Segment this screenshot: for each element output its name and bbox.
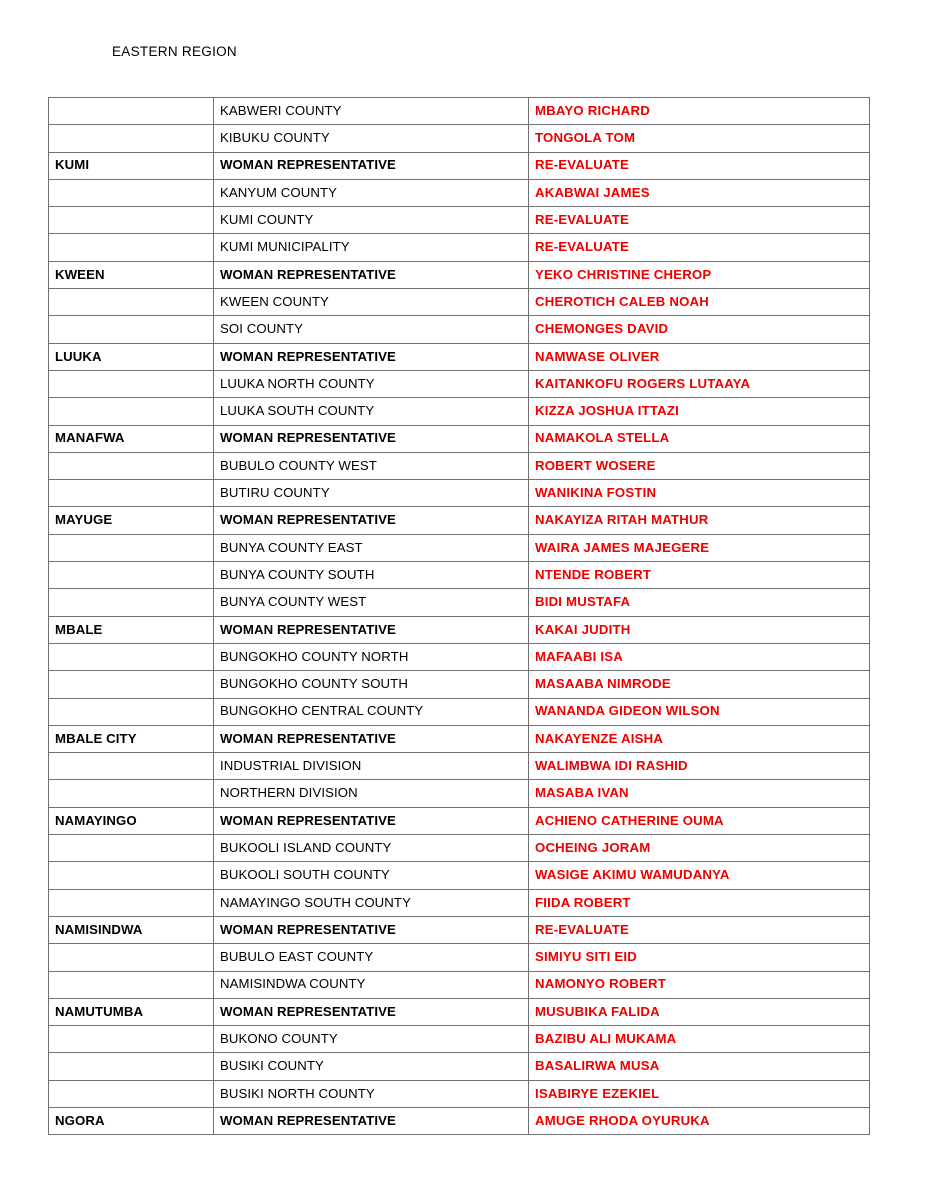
- table-row: [49, 780, 870, 807]
- constituency-cell: WOMAN REPRESENTATIVE: [214, 616, 529, 643]
- candidate-cell: MBAYO RICHARD: [529, 98, 870, 125]
- district-cell: [49, 698, 214, 725]
- constituency-cell: KIBUKU COUNTY: [214, 125, 529, 152]
- district-cell: [49, 753, 214, 780]
- table-row: [49, 261, 870, 288]
- table-row: [49, 671, 870, 698]
- candidate-cell: CHEROTICH CALEB NOAH: [529, 289, 870, 316]
- candidate-cell: AMUGE RHODA OYURUKA: [529, 1107, 870, 1134]
- candidate-cell: ROBERT WOSERE: [529, 452, 870, 479]
- table-row: [49, 698, 870, 725]
- candidate-cell: WANANDA GIDEON WILSON: [529, 698, 870, 725]
- table-row: [49, 343, 870, 370]
- constituency-cell: BUKOOLI ISLAND COUNTY: [214, 835, 529, 862]
- table-row: [49, 152, 870, 179]
- district-cell: NAMISINDWA: [49, 916, 214, 943]
- candidate-cell: NAMAKOLA STELLA: [529, 425, 870, 452]
- constituency-cell: KUMI COUNTY: [214, 207, 529, 234]
- table-row: [49, 1080, 870, 1107]
- district-cell: [49, 289, 214, 316]
- constituency-cell: BUTIRU COUNTY: [214, 480, 529, 507]
- constituency-cell: BUNGOKHO COUNTY SOUTH: [214, 671, 529, 698]
- district-cell: KUMI: [49, 152, 214, 179]
- table-row: [49, 452, 870, 479]
- table-row: [49, 835, 870, 862]
- table-row: [49, 534, 870, 561]
- table-row: [49, 507, 870, 534]
- district-cell: [49, 398, 214, 425]
- candidate-cell: FIIDA ROBERT: [529, 889, 870, 916]
- district-cell: [49, 862, 214, 889]
- district-cell: [49, 179, 214, 206]
- constituency-cell: LUUKA NORTH COUNTY: [214, 370, 529, 397]
- candidate-cell: MUSUBIKA FALIDA: [529, 998, 870, 1025]
- constituency-cell: WOMAN REPRESENTATIVE: [214, 916, 529, 943]
- constituency-cell: BUSIKI NORTH COUNTY: [214, 1080, 529, 1107]
- table-row: [49, 589, 870, 616]
- table-row: [49, 1026, 870, 1053]
- table-body: [49, 98, 870, 1135]
- table-row: [49, 753, 870, 780]
- table-row: [49, 289, 870, 316]
- constituency-cell: WOMAN REPRESENTATIVE: [214, 1107, 529, 1134]
- table-row: [49, 1107, 870, 1134]
- constituency-cell: WOMAN REPRESENTATIVE: [214, 725, 529, 752]
- district-cell: [49, 125, 214, 152]
- candidate-cell: SIMIYU SITI EID: [529, 944, 870, 971]
- candidate-cell: NTENDE ROBERT: [529, 562, 870, 589]
- table-row: [49, 480, 870, 507]
- candidate-cell: OCHEING JORAM: [529, 835, 870, 862]
- constituency-cell: BUKOOLI SOUTH COUNTY: [214, 862, 529, 889]
- table-row: [49, 1053, 870, 1080]
- district-cell: [49, 1026, 214, 1053]
- table-row: [49, 998, 870, 1025]
- district-cell: KWEEN: [49, 261, 214, 288]
- constituency-cell: WOMAN REPRESENTATIVE: [214, 343, 529, 370]
- constituency-cell: WOMAN REPRESENTATIVE: [214, 507, 529, 534]
- candidate-cell: KIZZA JOSHUA ITTAZI: [529, 398, 870, 425]
- candidate-cell: AKABWAI JAMES: [529, 179, 870, 206]
- constituency-cell: BUBULO COUNTY WEST: [214, 452, 529, 479]
- district-cell: [49, 207, 214, 234]
- candidate-cell: CHEMONGES DAVID: [529, 316, 870, 343]
- constituency-cell: SOI COUNTY: [214, 316, 529, 343]
- table-row: [49, 643, 870, 670]
- district-cell: [49, 98, 214, 125]
- table-row: [49, 207, 870, 234]
- candidates-table-container: [48, 97, 869, 1135]
- table-row: [49, 971, 870, 998]
- candidate-cell: RE-EVALUATE: [529, 234, 870, 261]
- district-cell: NGORA: [49, 1107, 214, 1134]
- table-row: [49, 98, 870, 125]
- candidate-cell: BASALIRWA MUSA: [529, 1053, 870, 1080]
- constituency-cell: WOMAN REPRESENTATIVE: [214, 261, 529, 288]
- constituency-cell: BUSIKI COUNTY: [214, 1053, 529, 1080]
- candidate-cell: TONGOLA TOM: [529, 125, 870, 152]
- candidate-cell: ISABIRYE EZEKIEL: [529, 1080, 870, 1107]
- district-cell: LUUKA: [49, 343, 214, 370]
- district-cell: MBALE CITY: [49, 725, 214, 752]
- district-cell: MBALE: [49, 616, 214, 643]
- table-row: [49, 370, 870, 397]
- district-cell: [49, 643, 214, 670]
- candidates-table: [48, 97, 870, 1135]
- candidate-cell: KAITANKOFU ROGERS LUTAAYA: [529, 370, 870, 397]
- constituency-cell: BUKONO COUNTY: [214, 1026, 529, 1053]
- table-row: [49, 807, 870, 834]
- district-cell: [49, 971, 214, 998]
- district-cell: NAMAYINGO: [49, 807, 214, 834]
- district-cell: [49, 1053, 214, 1080]
- candidate-cell: NAKAYENZE AISHA: [529, 725, 870, 752]
- constituency-cell: INDUSTRIAL DIVISION: [214, 753, 529, 780]
- candidate-cell: NAKAYIZA RITAH MATHUR: [529, 507, 870, 534]
- candidate-cell: YEKO CHRISTINE CHEROP: [529, 261, 870, 288]
- constituency-cell: WOMAN REPRESENTATIVE: [214, 998, 529, 1025]
- constituency-cell: NAMISINDWA COUNTY: [214, 971, 529, 998]
- district-cell: [49, 316, 214, 343]
- table-row: [49, 944, 870, 971]
- table-row: [49, 862, 870, 889]
- constituency-cell: NORTHERN DIVISION: [214, 780, 529, 807]
- constituency-cell: KUMI MUNICIPALITY: [214, 234, 529, 261]
- constituency-cell: BUNGOKHO COUNTY NORTH: [214, 643, 529, 670]
- constituency-cell: BUNYA COUNTY SOUTH: [214, 562, 529, 589]
- constituency-cell: BUNYA COUNTY WEST: [214, 589, 529, 616]
- candidate-cell: MASAABA NIMRODE: [529, 671, 870, 698]
- constituency-cell: NAMAYINGO SOUTH COUNTY: [214, 889, 529, 916]
- candidate-cell: WANIKINA FOSTIN: [529, 480, 870, 507]
- table-row: [49, 889, 870, 916]
- district-cell: [49, 889, 214, 916]
- district-cell: [49, 534, 214, 561]
- candidate-cell: NAMONYO ROBERT: [529, 971, 870, 998]
- constituency-cell: WOMAN REPRESENTATIVE: [214, 425, 529, 452]
- district-cell: [49, 480, 214, 507]
- candidate-cell: NAMWASE OLIVER: [529, 343, 870, 370]
- district-cell: [49, 1080, 214, 1107]
- district-cell: [49, 452, 214, 479]
- candidate-cell: BIDI MUSTAFA: [529, 589, 870, 616]
- constituency-cell: WOMAN REPRESENTATIVE: [214, 152, 529, 179]
- candidate-cell: WASIGE AKIMU WAMUDANYA: [529, 862, 870, 889]
- district-cell: [49, 671, 214, 698]
- district-cell: [49, 370, 214, 397]
- candidate-cell: MASABA IVAN: [529, 780, 870, 807]
- candidate-cell: RE-EVALUATE: [529, 916, 870, 943]
- district-cell: [49, 944, 214, 971]
- district-cell: MAYUGE: [49, 507, 214, 534]
- constituency-cell: WOMAN REPRESENTATIVE: [214, 807, 529, 834]
- candidate-cell: WAIRA JAMES MAJEGERE: [529, 534, 870, 561]
- district-cell: [49, 589, 214, 616]
- table-row: [49, 616, 870, 643]
- candidate-cell: WALIMBWA IDI RASHID: [529, 753, 870, 780]
- page-title: EASTERN REGION: [112, 44, 237, 59]
- candidate-cell: KAKAI JUDITH: [529, 616, 870, 643]
- table-row: [49, 562, 870, 589]
- constituency-cell: KANYUM COUNTY: [214, 179, 529, 206]
- constituency-cell: KWEEN COUNTY: [214, 289, 529, 316]
- district-cell: NAMUTUMBA: [49, 998, 214, 1025]
- district-cell: MANAFWA: [49, 425, 214, 452]
- table-row: [49, 916, 870, 943]
- candidate-cell: MAFAABI ISA: [529, 643, 870, 670]
- table-row: [49, 316, 870, 343]
- constituency-cell: LUUKA SOUTH COUNTY: [214, 398, 529, 425]
- district-cell: [49, 835, 214, 862]
- constituency-cell: BUBULO EAST COUNTY: [214, 944, 529, 971]
- candidate-cell: RE-EVALUATE: [529, 207, 870, 234]
- table-row: [49, 125, 870, 152]
- candidate-cell: RE-EVALUATE: [529, 152, 870, 179]
- table-row: [49, 398, 870, 425]
- constituency-cell: BUNYA COUNTY EAST: [214, 534, 529, 561]
- constituency-cell: KABWERI COUNTY: [214, 98, 529, 125]
- district-cell: [49, 780, 214, 807]
- candidate-cell: BAZIBU ALI MUKAMA: [529, 1026, 870, 1053]
- table-row: [49, 179, 870, 206]
- candidate-cell: ACHIENO CATHERINE OUMA: [529, 807, 870, 834]
- table-row: [49, 725, 870, 752]
- district-cell: [49, 562, 214, 589]
- table-row: [49, 425, 870, 452]
- constituency-cell: BUNGOKHO CENTRAL COUNTY: [214, 698, 529, 725]
- table-row: [49, 234, 870, 261]
- district-cell: [49, 234, 214, 261]
